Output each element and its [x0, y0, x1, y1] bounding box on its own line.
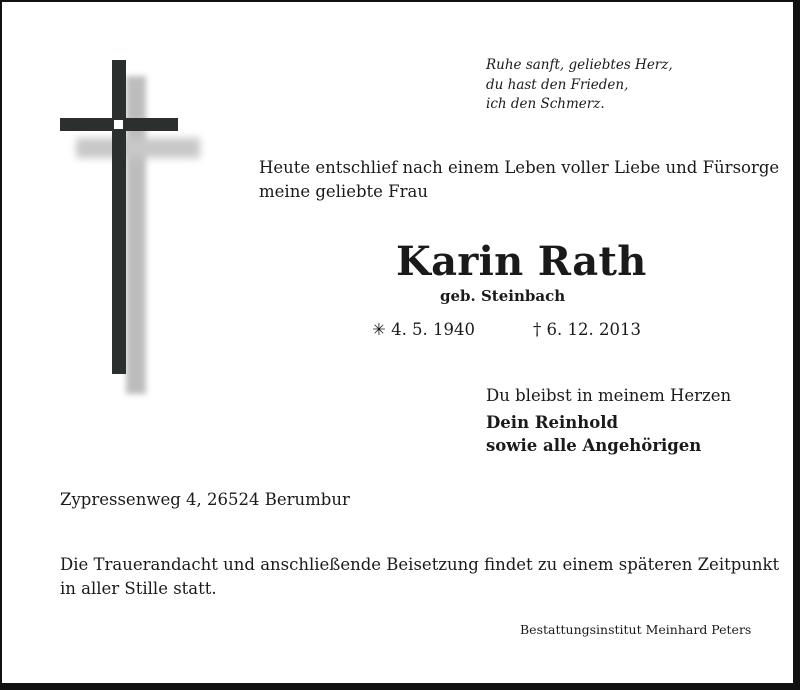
intro-text — [259, 156, 779, 203]
death-date: † 6. 12. 2013 — [533, 320, 641, 339]
motto-line: Ruhe sanft, geliebtes Herz, — [486, 57, 673, 73]
cross-shadow-horizontal — [76, 138, 200, 158]
cross-icon — [2, 2, 262, 422]
intro-line: meine geliebte Frau — [259, 181, 428, 201]
cross-vertical-bar — [112, 60, 126, 374]
cross-center — [114, 120, 123, 129]
service-line: in aller Stille statt. — [60, 579, 217, 598]
service-info — [60, 553, 779, 601]
motto-verse — [486, 56, 673, 115]
closing-line: Du bleibst in meinem Herzen — [486, 386, 732, 405]
undertaker: Bestattungsinstitut Meinhard Peters — [520, 622, 752, 637]
family-line: Dein Reinhold — [486, 413, 619, 432]
service-line: Die Trauerandacht und anschließende Beisetzung findet zu einem späteren Zeitpunkt — [60, 555, 780, 574]
maiden-name: geb. Steinbach — [440, 287, 566, 305]
family-line: sowie alle Angehörigen — [486, 436, 702, 455]
deceased-name: Karin Rath — [396, 238, 647, 285]
address: Zypressenweg 4, 26524 Berumbur — [60, 490, 350, 509]
family-signature — [486, 411, 701, 457]
motto-line: du hast den Frieden, — [486, 76, 629, 93]
motto-line: ich den Schmerz. — [486, 96, 605, 112]
birth-date: ✳ 4. 5. 1940 — [372, 320, 476, 339]
intro-line: Heute entschlief nach einem Leben voller Liebe und Fürsorge — [259, 158, 780, 177]
